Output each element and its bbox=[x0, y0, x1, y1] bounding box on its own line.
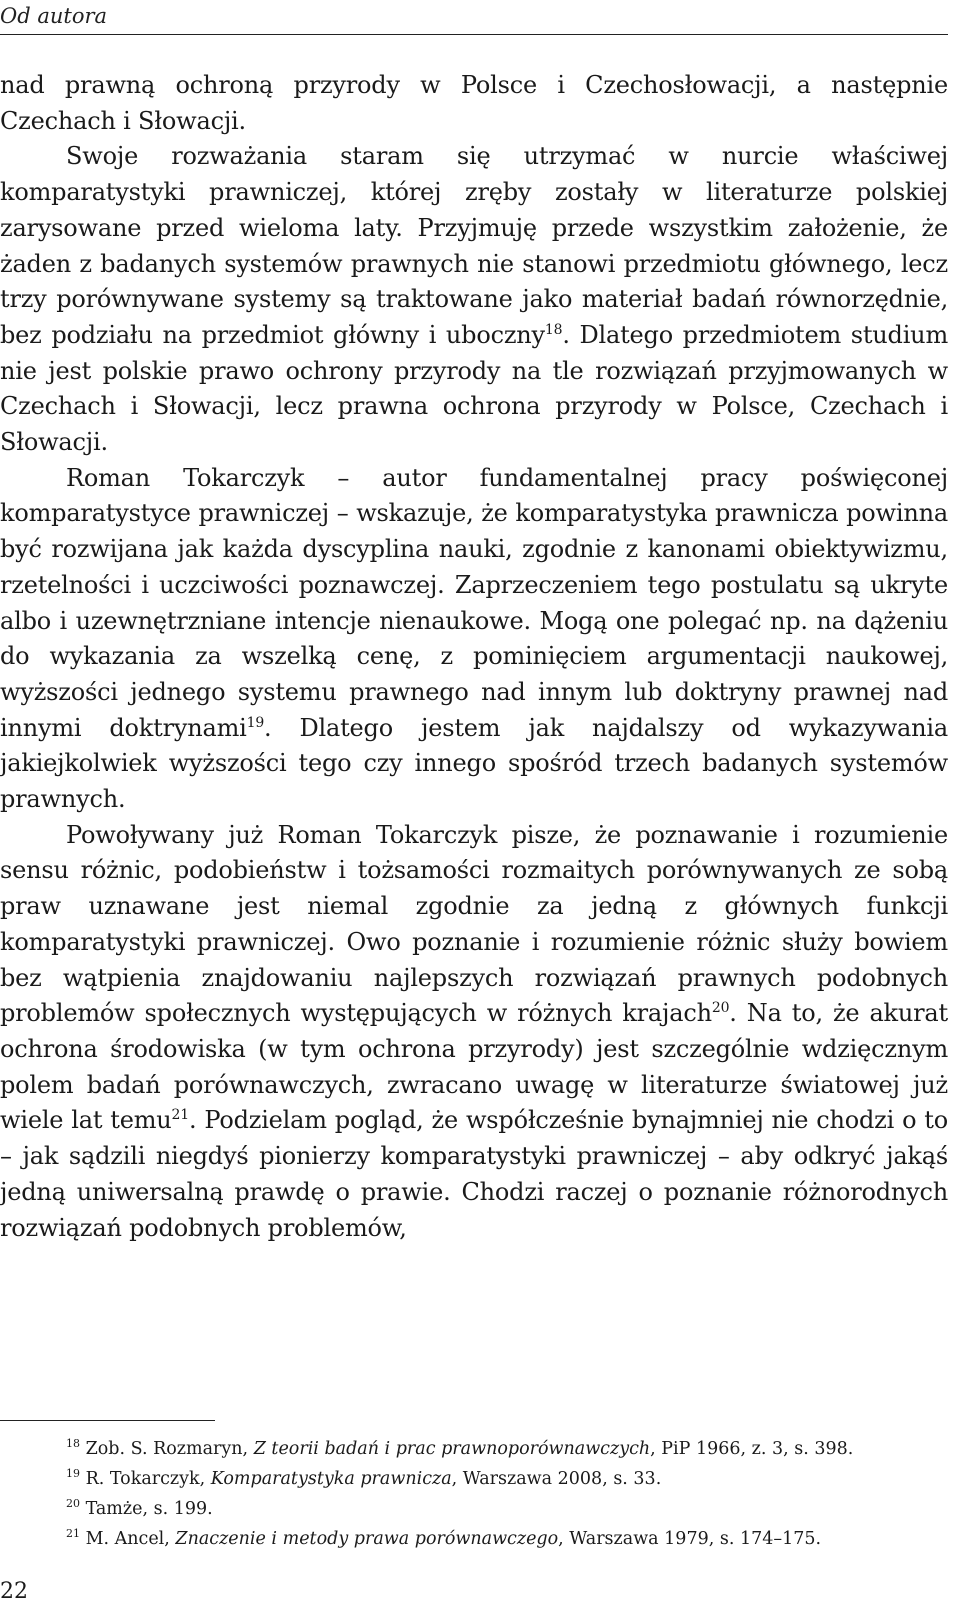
footnote-text: , Warszawa 1979, s. 174–175. bbox=[558, 1529, 822, 1549]
footnotes bbox=[66, 1434, 946, 1554]
running-title: Od autora bbox=[0, 4, 108, 28]
paragraph-text: Swoje rozważania staram się utrzymać w nurcie właściwej komparatystyki prawniczej, której zręby zostały w literaturze polskiej zarysowane przed wieloma laty. Przyjmuję przede wszystkim założenie, że żaden z badanych systemów prawnych nie stanowi przedmiotu głównego, lecz trzy porównywane systemy są traktowane jako materiał badań równorzędnie, bez podziału na przedmiot główny i uboczny bbox=[0, 142, 948, 349]
footnote-text: Zob. S. Rozmaryn, bbox=[80, 1439, 254, 1459]
footnote-cited-title: Znaczenie i metody prawa porównawczego bbox=[175, 1529, 559, 1549]
paragraph-text: . Na to, że akurat ochrona środowiska (w tym ochrona przyrody) jest szczególnie wdzięcznym polem badań porównawczych, zwracano uwagę w literaturze światowej już wiele lat temu bbox=[0, 999, 948, 1135]
footnote-text: M. Ancel, bbox=[80, 1529, 176, 1549]
paragraph-text: . Podzielam pogląd, że współcześnie bynajmniej nie chodzi o to – jak sądzili niegdyś pionierzy komparatystyki prawniczej – aby odkryć jakąś jedną uniwersalną prawdę o prawie. Chodzi raczej o poznanie różnorodnych rozwiązań podobnych problemów, bbox=[0, 1106, 948, 1242]
paragraph bbox=[0, 461, 948, 818]
footnote-number: 21 bbox=[66, 1527, 80, 1541]
running-header bbox=[0, 2, 948, 35]
footnote bbox=[66, 1494, 946, 1524]
footnote-text: Tamże, s. 199. bbox=[80, 1499, 213, 1519]
paragraph-text: . Dlatego jestem jak najdalszy od wykazywania jakiejkolwiek wyższości tego czy innego spośród trzech badanych systemów prawnych. bbox=[0, 713, 948, 814]
footnote-reference[interactable]: 21 bbox=[171, 1107, 189, 1124]
footnote-text: , Warszawa 2008, s. 33. bbox=[451, 1469, 662, 1489]
page-number: 22 bbox=[0, 1579, 28, 1604]
footnote-reference[interactable]: 18 bbox=[544, 321, 563, 338]
paragraph bbox=[0, 818, 948, 1246]
footnote bbox=[66, 1434, 946, 1464]
footnote-number: 20 bbox=[66, 1497, 80, 1511]
footnote-number: 18 bbox=[66, 1437, 80, 1451]
body-text bbox=[0, 68, 948, 1246]
footnote-number: 19 bbox=[66, 1467, 80, 1481]
footnote bbox=[66, 1464, 946, 1494]
paragraph bbox=[0, 68, 948, 139]
paragraph-text: Roman Tokarczyk – autor fundamentalnej pracy poświęconej komparatystyce prawniczej – wskazuje, że komparatystyka prawnicza powinna być rozwijana jak każda dyscyplina nauki, zgodnie z kanonami obiektywizmu, rzetelności i uczciwości poznawczej. Zaprzeczeniem tego postulatu są ukryte albo i uzewnętrzniane intencje nienaukowe. Mogą one polegać np. na dążeniu do wykazania za wszelką cenę, z pominięciem argumentacji naukowej, wyższości jednego systemu prawnego nad innym lub doktryny prawnej nad innymi doktrynami bbox=[0, 463, 948, 742]
footnote-reference[interactable]: 19 bbox=[246, 714, 265, 731]
footnote-text: , PiP 1966, z. 3, s. 398. bbox=[650, 1439, 854, 1459]
paragraph bbox=[0, 139, 948, 460]
footnote bbox=[66, 1524, 946, 1554]
paragraph-text: nad prawną ochroną przyrody w Polsce i Czechosłowacji, a następnie Czechach i Słowacji. bbox=[0, 71, 948, 135]
footnote-separator bbox=[0, 1420, 215, 1421]
footnote-cited-title: Komparatystyka prawnicza bbox=[210, 1469, 452, 1489]
footnote-reference[interactable]: 20 bbox=[711, 1000, 730, 1017]
footnote-text: R. Tokarczyk, bbox=[80, 1469, 211, 1489]
paragraph-text: Powoływany już Roman Tokarczyk pisze, że poznawanie i rozumienie sensu różnic, podobieństw i tożsamości rozmaitych porównywanych ze sobą praw uznawane jest niemal zgodnie za jedną z głównych funkcji komparatystyki prawniczej. Owo poznanie i rozumienie różnic służy bowiem bez wątpienia znajdowaniu najlepszych rozwiązań prawnych podobnych problemów społecznych występujących w różnych krajach bbox=[0, 820, 948, 1028]
paragraph-text: . Dlatego przedmiotem studium nie jest polskie prawo ochrony przyrody na tle rozwiązań przyjmowanych w Czechach i Słowacji, lecz prawna ochrona przyrody w Polsce, Czechach i Słowacji. bbox=[0, 320, 949, 457]
footnote-cited-title: Z teorii badań i prac prawnoporównawczych bbox=[253, 1439, 651, 1459]
